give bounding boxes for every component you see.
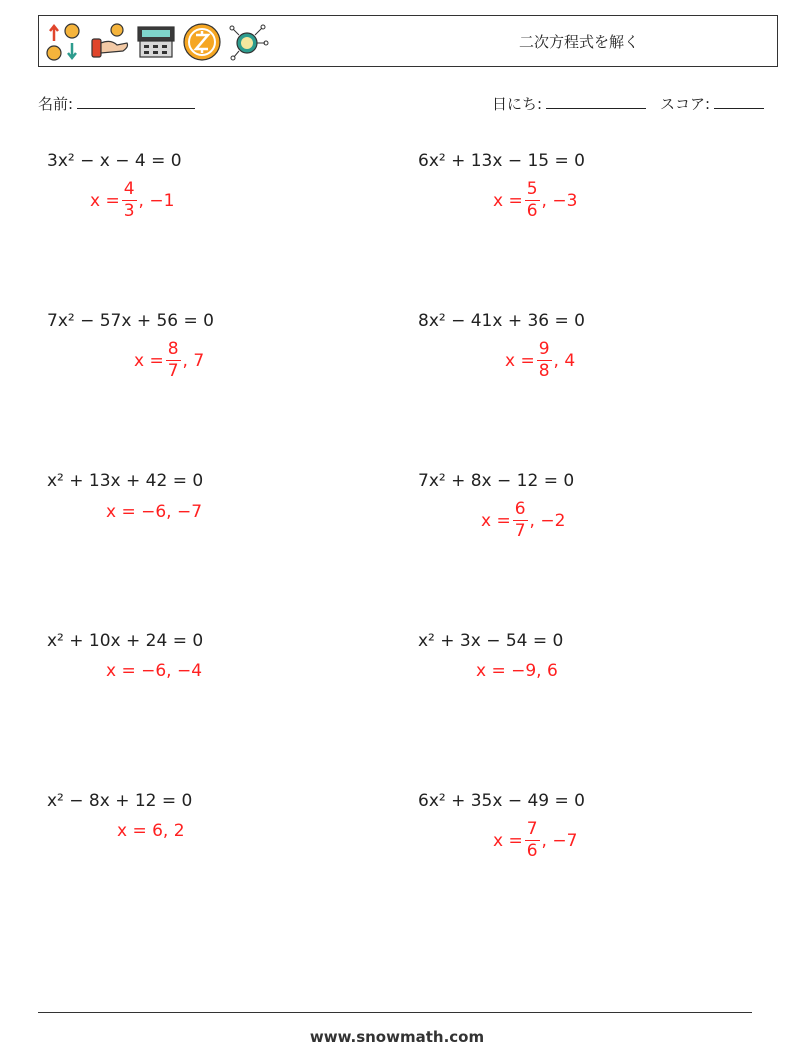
- footer-divider: [38, 1012, 752, 1013]
- problem-equation: x² + 3x − 54 = 0: [418, 631, 564, 651]
- problem-equation: x² + 10x + 24 = 0: [47, 631, 204, 651]
- answer-rest: , −7: [541, 830, 578, 851]
- answer-fraction: [525, 821, 540, 860]
- problem-equation: x² + 13x + 42 = 0: [47, 471, 204, 491]
- problem-answer: [134, 341, 204, 380]
- answer-prefix: x =: [493, 830, 523, 851]
- answer-prefix: x =: [505, 350, 535, 371]
- answer-fraction: [537, 341, 552, 380]
- problem-answer: [90, 181, 174, 220]
- problem-answer: [493, 821, 577, 860]
- problem-answer: x = 6, 2: [117, 821, 185, 841]
- fraction-numerator: 7: [526, 819, 538, 839]
- fraction-numerator: 5: [526, 179, 538, 199]
- score-blank[interactable]: [714, 94, 764, 109]
- problem-equation: 3x² − x − 4 = 0: [47, 151, 182, 171]
- worksheet-header: [38, 15, 778, 67]
- problem-equation: 6x² + 13x − 15 = 0: [418, 151, 585, 171]
- problem-equation: 7x² + 8x − 12 = 0: [418, 471, 575, 491]
- date-label: 日にち:: [492, 95, 543, 113]
- footer-website[interactable]: www.snowmath.com: [309, 1028, 485, 1046]
- answer-fraction: [513, 501, 528, 540]
- answer-fraction: [166, 341, 181, 380]
- fraction-denominator: 6: [526, 841, 538, 861]
- problem-answer: [505, 341, 575, 380]
- problem-answer: x = −6, −7: [106, 502, 203, 522]
- zcash-coin-icon: [181, 21, 223, 63]
- problem-answer: x = −9, 6: [476, 661, 558, 681]
- problem-answer: [493, 181, 577, 220]
- coin-exchange-icon: [43, 21, 85, 63]
- name-blank[interactable]: [77, 94, 195, 109]
- problem-equation: x² − 8x + 12 = 0: [47, 791, 193, 811]
- date-blank[interactable]: [546, 94, 646, 109]
- bitcoin-network-icon: [227, 21, 269, 63]
- problem-answer: [481, 501, 565, 540]
- fraction-numerator: 6: [514, 499, 526, 519]
- fraction-denominator: 3: [123, 201, 135, 221]
- answer-prefix: x =: [481, 510, 511, 531]
- problem-equation: 7x² − 57x + 56 = 0: [47, 311, 214, 331]
- fraction-denominator: 7: [514, 521, 526, 541]
- score-label: スコア:: [660, 95, 711, 113]
- problem-equation: 8x² − 41x + 36 = 0: [418, 311, 585, 331]
- fraction-numerator: 4: [123, 179, 135, 199]
- answer-prefix: x =: [134, 350, 164, 371]
- answer-prefix: x =: [493, 190, 523, 211]
- answer-rest: , 4: [553, 350, 576, 371]
- answer-rest: , −1: [138, 190, 175, 211]
- fraction-denominator: 7: [167, 361, 179, 381]
- answer-rest: , −2: [529, 510, 566, 531]
- answer-fraction: [525, 181, 540, 220]
- score-field: [660, 93, 764, 114]
- answer-prefix: x =: [90, 190, 120, 211]
- fraction-denominator: 8: [538, 361, 550, 381]
- worksheet-title: 二次方程式を解く: [519, 33, 640, 51]
- cash-register-icon: [135, 21, 177, 63]
- fraction-denominator: 6: [526, 201, 538, 221]
- problem-equation: 6x² + 35x − 49 = 0: [418, 791, 585, 811]
- fraction-numerator: 8: [167, 339, 179, 359]
- date-field: [492, 93, 646, 114]
- header-icons: [43, 20, 269, 64]
- answer-rest: , 7: [182, 350, 205, 371]
- answer-fraction: [122, 181, 137, 220]
- name-label: 名前:: [38, 95, 74, 113]
- answer-rest: , −3: [541, 190, 578, 211]
- fraction-numerator: 9: [538, 339, 550, 359]
- problem-answer: x = −6, −4: [106, 661, 203, 681]
- hand-coin-icon: [89, 21, 131, 63]
- name-field: [38, 93, 195, 114]
